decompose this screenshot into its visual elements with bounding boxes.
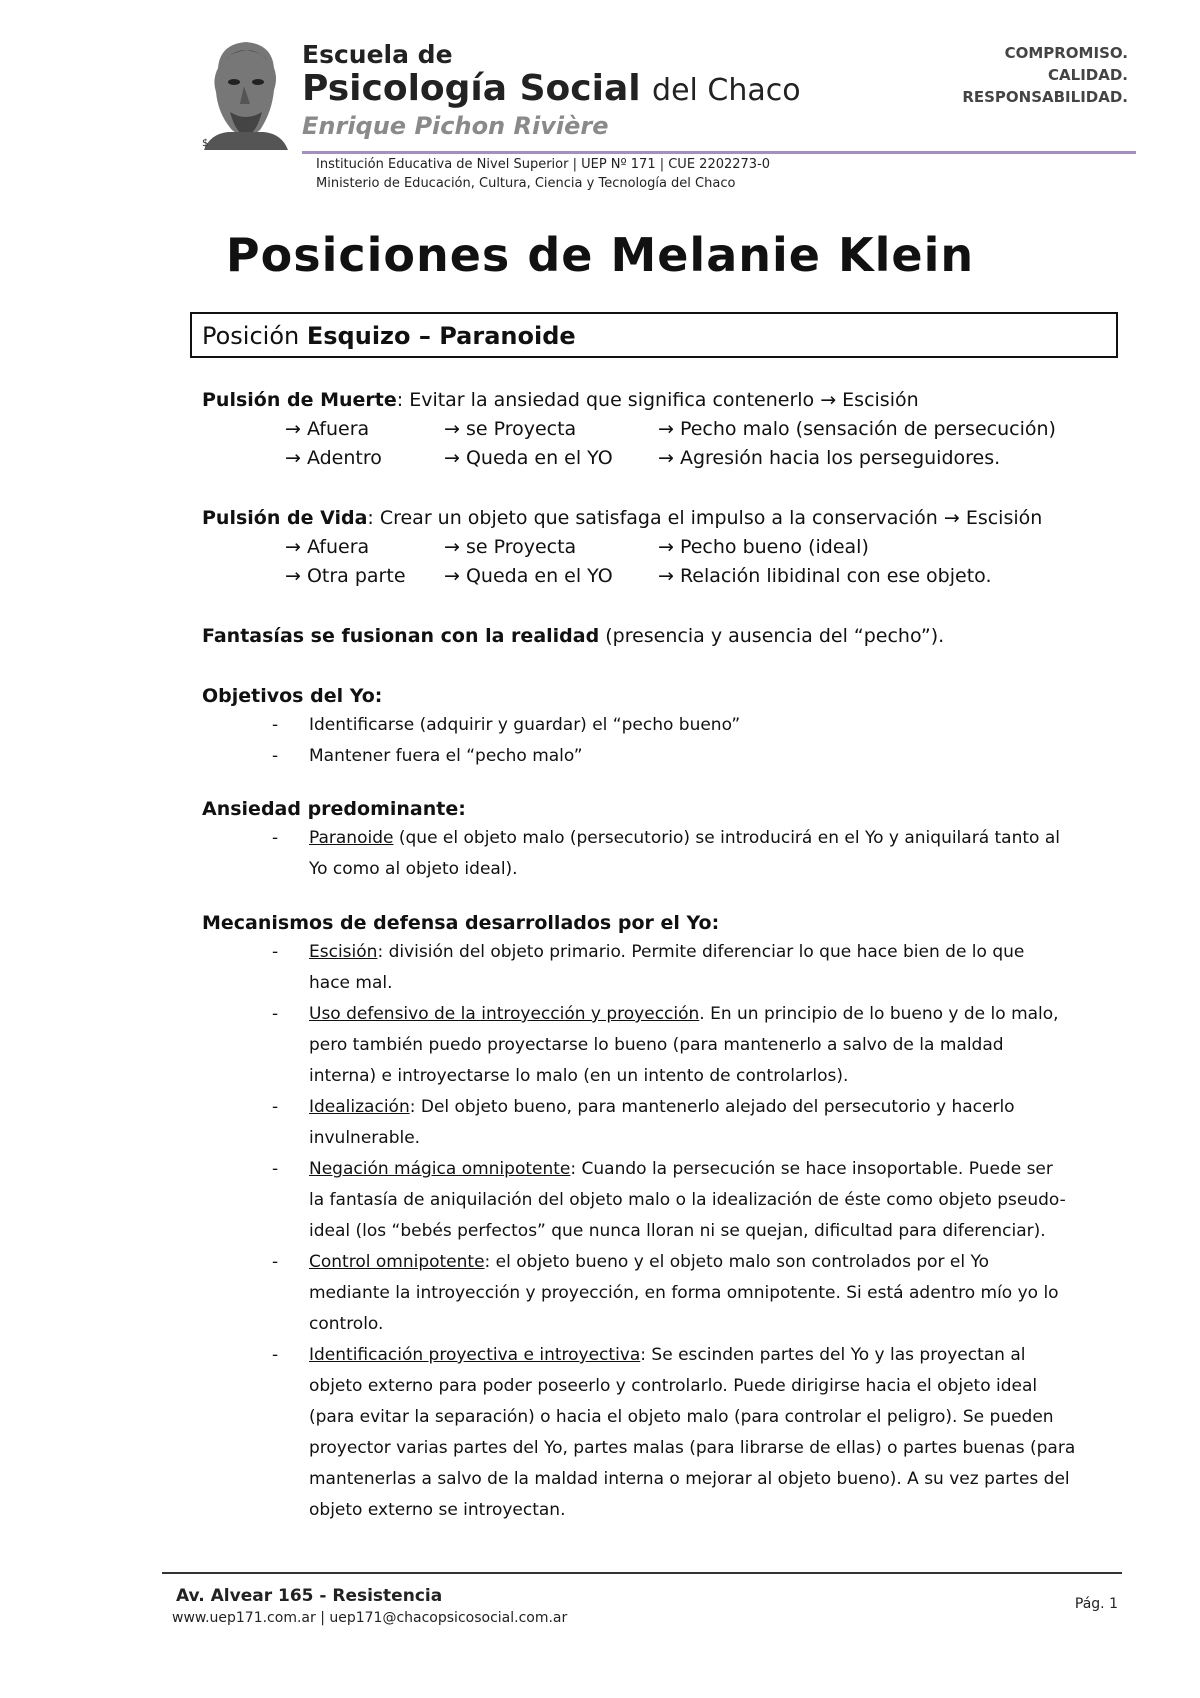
founder-portrait-logo xyxy=(200,38,288,150)
muerte-row2-b: → Queda en el YO xyxy=(444,447,613,469)
list-dash: - xyxy=(272,746,279,766)
section-heading: Posición Esquizo – Paranoide xyxy=(190,312,1118,358)
svg-text:$: $ xyxy=(202,138,209,149)
mecanismo-uso-defensivo: Uso defensivo de la introyección y proyección. En un principio de lo bueno y de lo malo, xyxy=(309,1004,1059,1024)
ansiedad-heading: Ansiedad predominante: xyxy=(202,798,466,820)
pulsion-muerte: Pulsión de Muerte: Evitar la ansiedad que significa contenerlo → Escisión xyxy=(202,389,919,411)
mecanismo-identificacion-cont: objeto externo para poder poseerlo y controlarlo. Puede dirigirse hacia el objeto ideal xyxy=(309,1376,1038,1396)
list-dash: - xyxy=(272,828,279,848)
fantasias: Fantasías se fusionan con la realidad (presencia y ausencia del “pecho”). xyxy=(202,625,945,647)
school-name-line2: Psicología Social del Chaco xyxy=(302,68,801,109)
mecanismo-identificacion-cont: mantenerlas a salvo de la maldad interna o mejorar al objeto bueno). A su vez partes del xyxy=(309,1469,1070,1489)
muerte-row1-a: → Afuera xyxy=(285,418,370,440)
mecanismo-identificacion-cont: (para evitar la separación) o hacia el objeto malo (para controlar el peligro). Se pueden xyxy=(309,1407,1054,1427)
institution-info: Institución Educativa de Nivel Superior | UEP Nº 171 | CUE 2202273-0 xyxy=(316,157,771,172)
list-dash: - xyxy=(272,1004,279,1024)
muerte-row1-c: → Pecho malo (sensación de persecución) xyxy=(658,418,1056,440)
footer-address: Av. Alvear 165 - Resistencia xyxy=(176,1586,443,1606)
mecanismos-heading: Mecanismos de defensa desarrollados por el Yo: xyxy=(202,912,720,934)
ansiedad-item-cont: Yo como al objeto ideal). xyxy=(309,859,518,879)
vida-row2-b: → Queda en el YO xyxy=(444,565,613,587)
mecanismo-control-cont: mediante la introyección y proyección, en forma omnipotente. Si está adentro mío yo lo xyxy=(309,1283,1059,1303)
list-dash: - xyxy=(272,715,279,735)
mecanismo-uso-defensivo-cont: pero también puedo proyectarse lo bueno (para mantenerlo a salvo de la maldad xyxy=(309,1035,1004,1055)
mecanismo-negacion-cont: ideal (los “bebés perfectos” que nunca lloran ni se quejan, dificultad para diferenciar). xyxy=(309,1221,1046,1241)
ansiedad-item: Paranoide (que el objeto malo (persecutorio) se introducirá en el Yo y aniquilará tanto al xyxy=(309,828,1060,848)
ministry-info: Ministerio de Educación, Cultura, Ciencia y Tecnología del Chaco xyxy=(316,176,736,191)
pulsion-vida: Pulsión de Vida: Crear un objeto que satisfaga el impulso a la conservación → Escisión xyxy=(202,507,1043,529)
mecanismo-idealizacion: Idealización: Del objeto bueno, para mantenerlo alejado del persecutorio y hacerlo xyxy=(309,1097,1015,1117)
list-dash: - xyxy=(272,1097,279,1117)
vida-row1-a: → Afuera xyxy=(285,536,370,558)
objetivo-item: Identificarse (adquirir y guardar) el “pecho bueno” xyxy=(309,715,741,735)
muerte-row2-a: → Adentro xyxy=(285,447,382,469)
footer-divider xyxy=(162,1572,1122,1574)
mecanismo-idealizacion-cont: invulnerable. xyxy=(309,1128,421,1148)
school-name-line3: Enrique Pichon Rivière xyxy=(302,112,609,140)
vida-row2-a: → Otra parte xyxy=(285,565,406,587)
page-title: Posiciones de Melanie Klein xyxy=(225,228,975,282)
vida-row1-c: → Pecho bueno (ideal) xyxy=(658,536,869,558)
school-name-line1: Escuela de xyxy=(302,40,453,69)
muerte-row1-b: → se Proyecta xyxy=(444,418,577,440)
header-divider xyxy=(302,151,1136,154)
mecanismo-identificacion-cont: proyector varias partes del Yo, partes malas (para librarse de ellas) o partes buenas (para xyxy=(309,1438,1076,1458)
mecanismo-control-cont: controlo. xyxy=(309,1314,384,1334)
mecanismo-negacion-cont: la fantasía de aniquilación del objeto malo o la idealización de éste como objeto pseudo- xyxy=(309,1190,1066,1210)
mecanismo-escision: Escisión: división del objeto primario. Permite diferenciar lo que hace bien de lo que xyxy=(309,942,1025,962)
vida-row2-c: → Relación libidinal con ese objeto. xyxy=(658,565,992,587)
mecanismo-control: Control omnipotente: el objeto bueno y el objeto malo son controlados por el Yo xyxy=(309,1252,990,1272)
page-number: Pág. 1 xyxy=(1074,1596,1118,1612)
list-dash: - xyxy=(272,942,279,962)
muerte-row2-c: → Agresión hacia los perseguidores. xyxy=(658,447,1001,469)
mecanismo-escision-cont: hace mal. xyxy=(309,973,393,993)
footer-web-email: www.uep171.com.ar | uep171@chacopsicosocial.com.ar xyxy=(172,1610,568,1626)
list-dash: - xyxy=(272,1159,279,1179)
motto: COMPROMISO. CALIDAD. RESPONSABILIDAD. xyxy=(962,44,1128,106)
objetivo-item: Mantener fuera el “pecho malo” xyxy=(309,746,583,766)
list-dash: - xyxy=(272,1345,279,1365)
mecanismo-identificacion-cont: objeto externo se introyectan. xyxy=(309,1500,566,1520)
mecanismo-uso-defensivo-cont: interna) e introyectarse lo malo (en un intento de controlarlos). xyxy=(309,1066,849,1086)
list-dash: - xyxy=(272,1252,279,1272)
mecanismo-negacion: Negación mágica omnipotente: Cuando la persecución se hace insoportable. Puede ser xyxy=(309,1159,1053,1179)
mecanismo-identificacion: Identificación proyectiva e introyectiva: Se escinden partes del Yo y las proyectan al xyxy=(309,1345,1026,1365)
vida-row1-b: → se Proyecta xyxy=(444,536,577,558)
objetivos-heading: Objetivos del Yo: xyxy=(202,685,383,707)
